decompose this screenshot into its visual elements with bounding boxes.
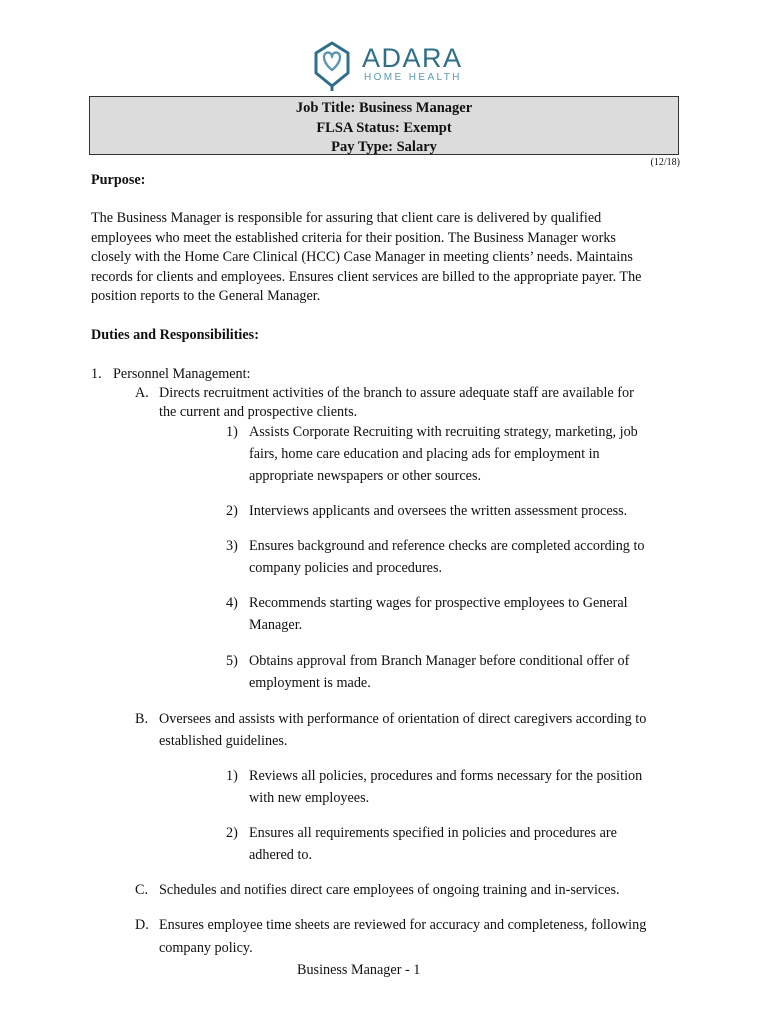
sub-item-line: Assists Corporate Recruiting with recruiting strategy, marketing, job (249, 424, 638, 440)
sub-item-line: appropriate newspapers or other sources. (249, 468, 482, 484)
sub-item-line: with new employees. (249, 790, 370, 806)
flsa-status: FLSA Status: Exempt (316, 119, 452, 136)
sub-item-number: 2) (226, 825, 238, 841)
sub-item-line: adhered to. (249, 847, 313, 863)
job-title: Job Title: Business Manager (295, 100, 473, 116)
item-letter-a: A. (135, 385, 149, 401)
item-d-line: Ensures employee time sheets are reviewed for accuracy and completeness, following (159, 917, 647, 933)
sub-item-number: 1) (226, 424, 238, 440)
purpose-line: closely with the Home Care Clinical (HCC) Case Manager in meeting clients’ needs. Maintains (91, 249, 633, 265)
item-a-line: the current and prospective clients. (159, 404, 358, 420)
adara-logo-icon (308, 40, 356, 92)
sub-item-line: fairs, home care education and placing ads for employment in (249, 446, 600, 462)
sub-item-line: employment is made. (249, 675, 371, 691)
company-logo (308, 40, 478, 92)
sub-item-line: Ensures all requirements specified in policies and procedures are (249, 825, 617, 841)
item-letter-b: B. (135, 711, 149, 727)
page-footer: Business Manager - 1 (297, 962, 421, 978)
revision-date: (12/18) (650, 157, 680, 168)
item-letter-c: C. (135, 882, 149, 898)
sub-item-line: company policies and procedures. (249, 560, 443, 576)
job-title-box (89, 96, 679, 155)
item-b-line: Oversees and assists with performance of orientation of direct caregivers according to (159, 711, 647, 727)
section-title: Personnel Management: (113, 366, 251, 382)
sub-item-line: Reviews all policies, procedures and forms necessary for the position (249, 768, 643, 784)
sub-item-number: 2) (226, 503, 238, 519)
item-c-line: Schedules and notifies direct care employees of ongoing training and in-services. (159, 882, 620, 898)
purpose-line: The Business Manager is responsible for assuring that client care is delivered by qualified (91, 210, 602, 226)
brand-name: ADARA (362, 43, 463, 73)
purpose-heading: Purpose: (91, 172, 146, 188)
sub-item-line: Recommends starting wages for prospective employees to General (249, 595, 628, 611)
sub-item-number: 1) (226, 768, 238, 784)
item-b-line: established guidelines. (159, 733, 288, 749)
sub-item-line: Manager. (249, 617, 303, 633)
item-d-line: company policy. (159, 940, 253, 956)
sub-item-number: 4) (226, 595, 238, 611)
section-number: 1. (91, 366, 102, 382)
item-a-line: Directs recruitment activities of the branch to assure adequate staff are available for (159, 385, 634, 401)
sub-item-line: Ensures background and reference checks are completed according to (249, 538, 645, 554)
item-letter-d: D. (135, 917, 149, 933)
sub-item-number: 3) (226, 538, 238, 554)
sub-item-number: 5) (226, 653, 238, 669)
brand-subtitle: HOME HEALTH (364, 72, 462, 83)
sub-item-line: Obtains approval from Branch Manager before conditional offer of (249, 653, 630, 669)
purpose-line: position reports to the General Manager. (91, 288, 321, 304)
purpose-line: employees who meet the established criteria for their position. The Business Manager works (91, 230, 616, 246)
pay-type: Pay Type: Salary (331, 139, 437, 155)
duties-heading: Duties and Responsibilities: (91, 327, 259, 343)
purpose-line: records for clients and employees. Ensures client services are billed to the appropriate payer. The (91, 269, 642, 285)
sub-item-line: Interviews applicants and oversees the written assessment process. (249, 503, 628, 519)
